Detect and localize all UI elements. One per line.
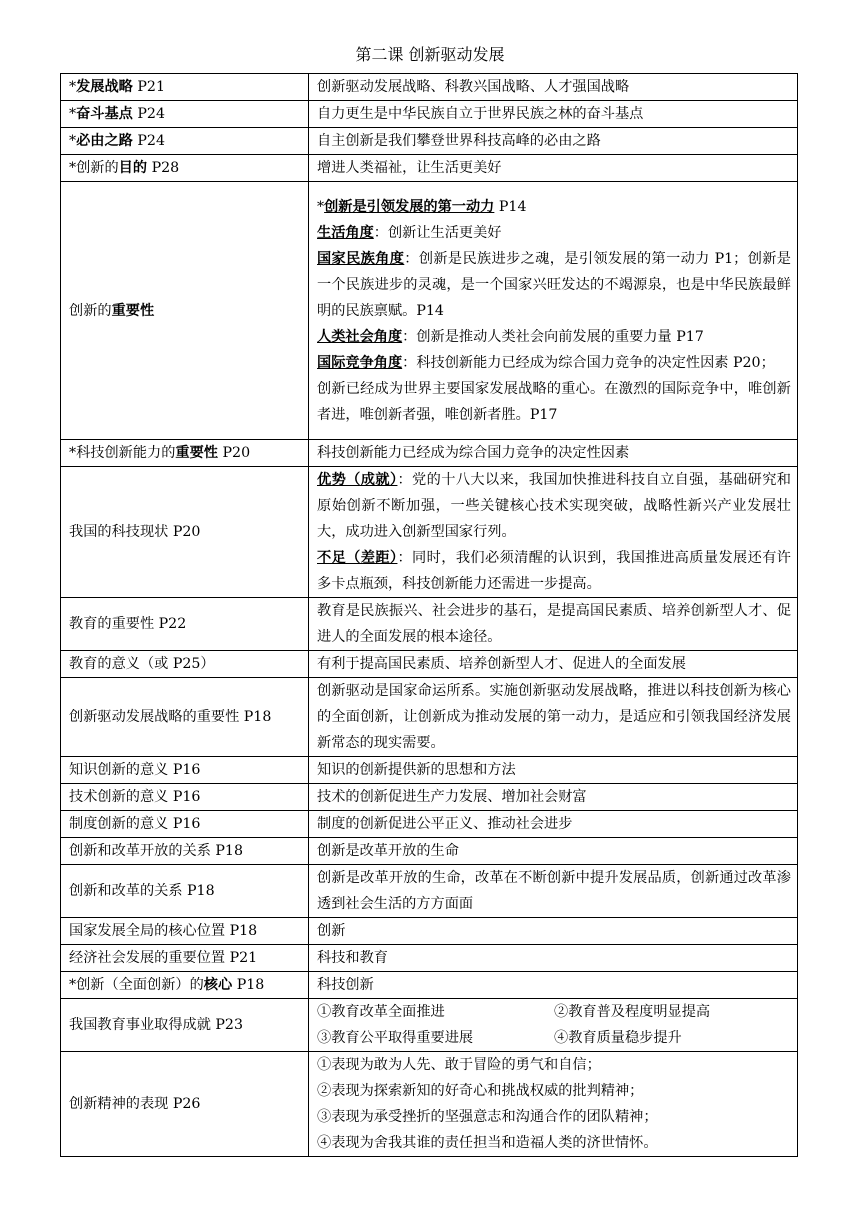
row-value: 科技创新能力已经成为综合国力竞争的决定性因素 <box>309 440 798 467</box>
table-row <box>61 757 798 784</box>
row-value: 制度的创新促进公平正义、推动社会进步 <box>309 811 798 838</box>
table-row <box>61 598 798 651</box>
row-value: 自力更生是中华民族自立于世界民族之林的奋斗基点 <box>309 101 798 128</box>
key-prefix: *科技创新能力的 <box>69 445 176 461</box>
row-value: 教育是民族振兴、社会进步的基石，是提高国民素质、培养创新型人才、促进人的全面发展的根本途径。 <box>309 598 798 651</box>
row-key: 创新驱动发展战略的重要性 P18 <box>61 678 309 757</box>
list-item: ④表现为舍我其谁的责任担当和造福人类的济世情怀。 <box>317 1135 658 1151</box>
value-line <box>317 246 791 324</box>
row-key <box>61 155 309 182</box>
value-text: ：同时，我们必须清醒的认识到，我国推进高质量发展还有许多卡点瓶颈，科技创新能力还需进一步提高。 <box>317 550 791 592</box>
key-page: P28 <box>147 160 180 176</box>
table-row <box>61 918 798 945</box>
table-row <box>61 999 798 1052</box>
row-key: 教育的重要性 P22 <box>61 598 309 651</box>
value-heading: 国家民族角度 <box>317 250 405 267</box>
row-value <box>309 182 798 440</box>
row-key <box>61 440 309 467</box>
row-value <box>309 467 798 598</box>
value-text: ：创新让生活更美好 <box>373 224 502 241</box>
value-heading: 不足（差距） <box>317 550 398 566</box>
value-heading: 优势（成就） <box>317 472 398 488</box>
row-key: 创新和改革的关系 P18 <box>61 865 309 918</box>
key-emphasis: 发展战略 <box>76 79 133 95</box>
key-page: P18 <box>232 977 265 993</box>
key-prefix: * <box>69 106 77 122</box>
value-line: 创新已经成为世界主要国家发展战略的重心。在激烈的国际竞争中，唯创新者进，唯创新者强，唯创新者胜。P17 <box>317 380 791 423</box>
table-row <box>61 155 798 182</box>
value-heading: 创新是引领发展的第一动力 <box>324 198 495 215</box>
value-line <box>317 999 791 1025</box>
value-heading: 国际竞争角度 <box>317 354 403 371</box>
key-prefix: *创新的 <box>69 160 119 176</box>
row-key: 我国教育事业取得成就 P23 <box>61 999 309 1052</box>
value-heading: 生活角度 <box>317 224 374 241</box>
key-page: P24 <box>132 133 165 149</box>
row-value: 创新驱动发展战略、科教兴国战略、人才强国战略 <box>309 74 798 101</box>
value-heading: 人类社会角度 <box>317 328 403 345</box>
row-key: 制度创新的意义 P16 <box>61 811 309 838</box>
table-row <box>61 101 798 128</box>
row-key <box>61 101 309 128</box>
page-title: 第二课 创新驱动发展 <box>355 45 505 64</box>
table-row <box>61 651 798 678</box>
row-value: 自主创新是我们攀登世界科技高峰的必由之路 <box>309 128 798 155</box>
table-row <box>61 74 798 101</box>
row-key: 知识创新的意义 P16 <box>61 757 309 784</box>
key-emphasis: 重要性 <box>175 445 218 461</box>
list-item: ③教育公平取得重要进展 <box>317 1030 474 1046</box>
table-row <box>61 128 798 155</box>
key-emphasis: 目的 <box>118 160 148 176</box>
key-page: P20 <box>218 445 251 461</box>
table-row <box>61 678 798 757</box>
row-value: 有利于提高国民素质、培养创新型人才、促进人的全面发展 <box>309 651 798 678</box>
row-value: 创新是改革开放的生命 <box>309 838 798 865</box>
row-key <box>61 128 309 155</box>
row-key <box>61 182 309 440</box>
row-key <box>61 74 309 101</box>
key-prefix: *创新（全面创新）的 <box>69 977 204 993</box>
key-emphasis: 核心 <box>203 977 233 993</box>
row-key: 教育的意义（或 P25） <box>61 651 309 678</box>
row-value: 知识的创新提供新的思想和方法 <box>309 757 798 784</box>
row-key: 经济社会发展的重要位置 P21 <box>61 945 309 972</box>
table-row <box>61 467 798 598</box>
value-text: ：创新是推动人类社会向前发展的重要力量 P17 <box>402 328 704 345</box>
row-value: 增进人类福祉，让生活更美好 <box>309 155 798 182</box>
table-row <box>61 972 798 999</box>
value-line <box>317 1025 791 1051</box>
row-value <box>309 1052 798 1157</box>
key-page: P21 <box>132 79 165 95</box>
value-prefix: * <box>317 198 325 215</box>
key-prefix: * <box>69 79 77 95</box>
row-value: 创新 <box>309 918 798 945</box>
row-value: 创新驱动是国家命运所系。实施创新驱动发展战略，推进以科技创新为核心的全面创新，让创新成为推动发展的第一动力，是适应和引领我国经济发展新常态的现实需要。 <box>309 678 798 757</box>
table-row <box>61 440 798 467</box>
value-text: ：科技创新能力已经成为综合国力竞争的决定性因素 P20； <box>402 354 775 371</box>
value-line <box>317 220 791 246</box>
key-emphasis: 奋斗基点 <box>76 106 133 122</box>
row-key: 国家发展全局的核心位置 P18 <box>61 918 309 945</box>
key-prefix: * <box>69 133 77 149</box>
row-value: 创新是改革开放的生命，改革在不断创新中提升发展品质，创新通过改革渗透到社会生活的方方面面 <box>309 865 798 918</box>
key-emphasis: 必由之路 <box>76 133 133 149</box>
row-key: 创新和改革开放的关系 P18 <box>61 838 309 865</box>
list-item: ④教育质量稳步提升 <box>554 1030 682 1046</box>
key-prefix: 创新的 <box>69 302 112 319</box>
value-line <box>317 545 791 597</box>
row-key: 创新精神的表现 P26 <box>61 1052 309 1157</box>
table-row <box>61 1052 798 1157</box>
list-item: ②教育普及程度明显提高 <box>554 1004 711 1020</box>
row-value: 技术的创新促进生产力发展、增加社会财富 <box>309 784 798 811</box>
row-value: 科技和教育 <box>309 945 798 972</box>
table-row <box>61 784 798 811</box>
key-page: P24 <box>132 106 165 122</box>
value-line <box>317 194 791 220</box>
value-text: ：党的十八大以来，我国加快推进科技自立自强，基础研究和原始创新不断加强，一些关键核心技术实现突破，战略性新兴产业发展壮大，成功进入创新型国家行列。 <box>317 472 791 540</box>
row-key: 我国的科技现状 P20 <box>61 467 309 598</box>
row-value <box>309 999 798 1052</box>
list-item: ②表现为探索新知的好奇心和挑战权威的批判精神； <box>317 1083 644 1099</box>
value-line <box>317 324 791 350</box>
row-value: 科技创新 <box>309 972 798 999</box>
value-text: ：创新是民族进步之魂，是引领发展的第一动力 P1；创新是一个民族进步的灵魂，是一个国家兴旺发达的不竭源泉，也是中华民族最鲜明的民族禀赋。P14 <box>317 250 791 319</box>
value-line <box>317 467 791 545</box>
table-row <box>61 865 798 918</box>
list-item: ①教育改革全面推进 <box>317 1004 445 1020</box>
value-page: P14 <box>494 198 527 215</box>
table-row <box>61 838 798 865</box>
table-row <box>61 945 798 972</box>
key-emphasis: 重要性 <box>111 302 155 319</box>
table-row <box>61 811 798 838</box>
summary-table <box>60 73 798 1157</box>
value-line <box>317 350 791 376</box>
list-item: ③表现为承受挫折的坚强意志和沟通合作的团队精神； <box>317 1109 658 1125</box>
row-key <box>61 972 309 999</box>
list-item: ①表现为敢为人先、敢于冒险的勇气和自信； <box>317 1057 601 1073</box>
table-row <box>61 182 798 440</box>
row-key: 技术创新的意义 P16 <box>61 784 309 811</box>
